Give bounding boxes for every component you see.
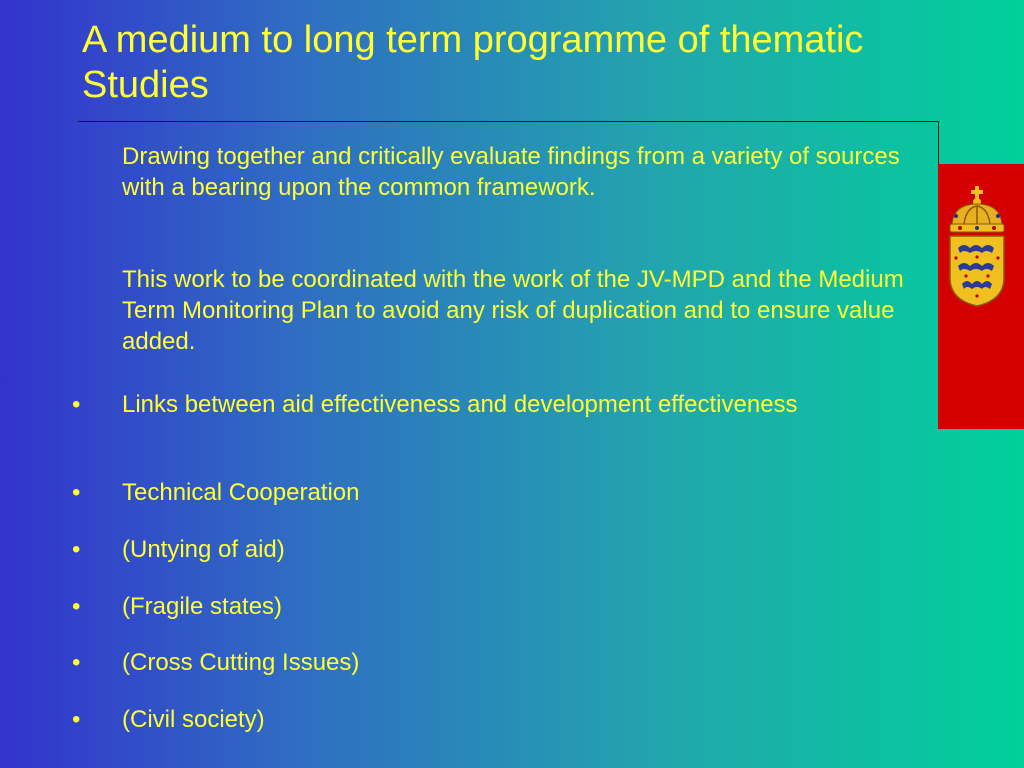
title-divider-corner [938,121,939,165]
danish-royal-coat-of-arms-icon [946,186,1008,308]
bullet-icon: • [72,479,81,506]
bullet-icon: • [72,536,81,563]
bullet-icon: • [72,649,81,676]
slide-title: A medium to long term programme of thematic Studies [82,19,864,106]
bullet-text: (Civil society) [122,706,265,733]
bullet-text: Links between aid effectiveness and development effectiveness [122,391,798,418]
intro-paragraph-2: This work to be coordinated with the work of the JV-MPD and the Medium Term Monitoring Plan to avoid any risk of duplication and to ensure value added. [122,266,904,355]
bullet-text: Technical Cooperation [122,479,360,506]
bullet-icon: • [72,391,81,418]
bullet-text: (Untying of aid) [122,536,285,563]
intro-paragraph-1: Drawing together and critically evaluate findings from a variety of sources with a bearing upon the common framework. [122,143,900,201]
bullet-icon: • [72,706,81,733]
bullet-text: (Cross Cutting Issues) [122,649,360,676]
bullet-icon: • [72,593,81,620]
bullet-text: (Fragile states) [122,593,283,620]
title-divider [78,121,939,122]
